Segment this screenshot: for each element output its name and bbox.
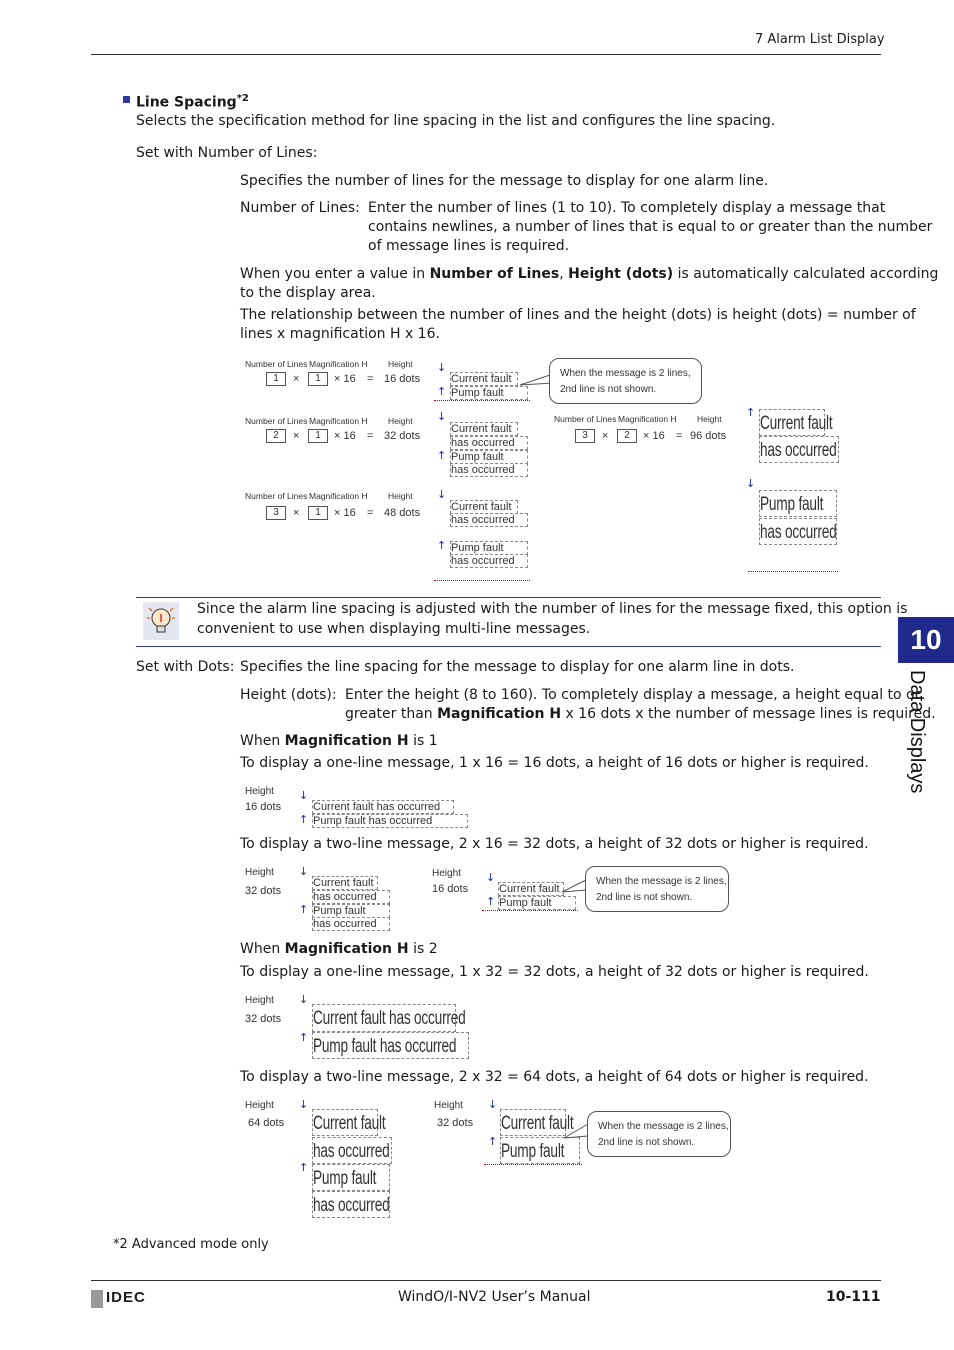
height-value: 96 dots [690, 430, 727, 442]
message-line-large: has occurred [312, 1191, 390, 1218]
bullet-square [123, 96, 130, 103]
message-line-large: Current fault [500, 1109, 566, 1136]
when-mag-2: When Magnification H is 2 [240, 941, 438, 957]
equals: = [367, 430, 374, 442]
lightbulb-icon [143, 602, 179, 640]
arrow-up-icon: ↑ [299, 903, 309, 916]
times-sign: × [293, 507, 300, 519]
lines-field-desc-2: contains newlines, a number of lines that is equal to or greater than the number [368, 219, 933, 235]
label-height: Height [388, 491, 413, 501]
when-mag-1: When Magnification H is 1 [240, 733, 438, 749]
label-height: Height [432, 868, 461, 879]
arrow-up-icon: ↑ [299, 1031, 309, 1044]
mag1-two-line: To display a two-line message, 2 x 16 = 32 dots, a height of 32 dots or higher is required. [240, 836, 869, 852]
height-value: 32 dots [245, 1013, 282, 1025]
label-mag-h: Magnification H [309, 359, 368, 369]
label-num-lines: Number of Lines [245, 359, 308, 369]
label-height: Height [388, 416, 413, 426]
callout-bubble: When the message is 2 lines, 2nd line is not shown. [585, 866, 729, 912]
arrow-down-icon: ↓ [299, 865, 309, 878]
message-line-large: Pump fault [759, 490, 837, 517]
message-line-large: Current fault [759, 409, 825, 436]
arrow-up-icon: ↑ [299, 1161, 309, 1174]
mag-h-box: 1 [308, 429, 328, 443]
section-title: Line Spacing$^{*2}$ [136, 93, 249, 111]
hint-bottom-rule [136, 646, 881, 647]
message-line: has occurred [450, 463, 528, 477]
line-bottom [484, 1164, 582, 1165]
label-height: Height [388, 359, 413, 369]
arrow-down-icon: ↓ [299, 1098, 309, 1111]
num-lines-box: 3 [266, 506, 286, 520]
label-num-lines: Number of Lines [245, 416, 308, 426]
height-value: 32 dots [384, 430, 421, 442]
mag1-one-line: To display a one-line message, 1 x 16 = 16 dots, a height of 16 dots or higher is required. [240, 755, 869, 771]
arrow-down-icon: ↓ [299, 993, 309, 1006]
hint-top-rule [136, 597, 881, 598]
message-line: has occurred [450, 436, 528, 450]
message-line: has occurred [450, 554, 528, 568]
label-height: Height [434, 1100, 463, 1111]
dots-method-desc: Specifies the line spacing for the message to display for one alarm line in dots. [240, 659, 795, 675]
chapter-label: Data Displays [906, 670, 928, 794]
arrow-down-icon: ↓ [437, 488, 447, 501]
height-value: 16 dots [384, 373, 421, 385]
message-line-large: has occurred [759, 518, 837, 545]
page-number: 10-111 [826, 1289, 881, 1305]
times-sign: × [602, 430, 609, 442]
dots-method-label: Set with Dots: [136, 659, 235, 675]
calc-text-2: to the display area. [240, 285, 376, 301]
arrow-down-icon: ↓ [299, 789, 309, 802]
message-line: Current fault [450, 372, 518, 386]
line-bottom [748, 571, 838, 572]
message-line: Current fault [312, 876, 378, 890]
equals: = [367, 373, 374, 385]
lines-method-desc: Specifies the number of lines for the message to display for one alarm line. [240, 173, 769, 189]
arrow-up-icon: ↑ [437, 539, 447, 552]
intro-text: Selects the specification method for line spacing in the list and configures the line spacing. [136, 113, 776, 129]
message-line: has occurred [312, 917, 390, 931]
message-line: Pump fault [450, 386, 528, 400]
label-height: Height [245, 867, 274, 878]
num-lines-box: 1 [266, 372, 286, 386]
calc-text: When you enter a value in Number of Lines, Height (dots) is automatically calculated according [240, 266, 939, 282]
mag2-one-line: To display a one-line message, 1 x 32 = 32 dots, a height of 32 dots or higher is required. [240, 964, 869, 980]
message-line-large: Current fault has occurred [312, 1004, 456, 1032]
lines-field-label: Number of Lines: [240, 200, 360, 216]
height-value: 48 dots [384, 507, 421, 519]
dots-field-desc-1: Enter the height (8 to 160). To completely display a message, a height equal to or [345, 687, 921, 703]
message-line: Current fault has occurred [312, 800, 454, 814]
arrow-up-icon: ↑ [299, 813, 309, 826]
lines-field-desc-3: of message lines is required. [368, 238, 570, 254]
arrow-up-icon: ↑ [486, 895, 496, 908]
equals: = [367, 507, 374, 519]
arrow-down-icon: ↓ [437, 361, 447, 374]
message-line-large: Pump fault [500, 1137, 580, 1164]
label-height: Height [245, 995, 274, 1006]
idec-logo-mark [91, 1290, 103, 1308]
x16: × 16 [334, 373, 356, 385]
message-line: has occurred [312, 890, 390, 904]
x16: × 16 [334, 507, 356, 519]
label-mag-h: Magnification H [618, 414, 677, 424]
manual-title: WindO/I-NV2 User’s Manual [398, 1289, 591, 1305]
label-num-lines: Number of Lines [245, 491, 308, 501]
mag-h-box: 1 [308, 506, 328, 520]
mag-h-box: 2 [617, 429, 637, 443]
idec-logo: IDEC [106, 1289, 146, 1306]
header-rule [91, 54, 881, 55]
height-value: 32 dots [245, 885, 282, 897]
message-line: Pump fault [450, 450, 528, 464]
callout-bubble: When the message is 2 lines, 2nd line is not shown. [587, 1111, 731, 1157]
message-line: Pump fault [450, 541, 528, 555]
message-line-large: has occurred [759, 436, 839, 463]
message-line: Current fault [498, 882, 564, 896]
mag2-two-line: To display a two-line message, 2 x 32 = 64 dots, a height of 64 dots or higher is required. [240, 1069, 869, 1085]
lines-method-label: Set with Number of Lines: [136, 145, 318, 161]
message-line: Pump fault [498, 896, 576, 910]
arrow-up-icon: ↑ [437, 449, 447, 462]
times-sign: × [293, 373, 300, 385]
message-line-large: Current fault [312, 1109, 378, 1136]
message-line: Current fault [450, 422, 518, 436]
dots-field-label: Height (dots): [240, 687, 337, 703]
hint-text-2: convenient to use when displaying multi-line messages. [197, 621, 591, 637]
num-lines-box: 3 [575, 429, 595, 443]
label-num-lines: Number of Lines [554, 414, 617, 424]
relation-text-2: lines x magnification H x 16. [240, 326, 440, 342]
line-bottom [434, 580, 530, 581]
message-line-large: has occurred [312, 1137, 392, 1164]
message-line: Pump fault has occurred [312, 814, 468, 828]
arrow-up-icon: ↑ [437, 385, 447, 398]
label-height: Height [245, 786, 274, 797]
callout-bubble: When the message is 2 lines, 2nd line is not shown. [549, 358, 702, 404]
arrow-down-icon: ↓ [488, 1098, 498, 1111]
message-line: Current fault [450, 500, 518, 514]
x16: × 16 [643, 430, 665, 442]
footnote: *2 Advanced mode only [113, 1237, 269, 1252]
header-section: 7 Alarm List Display [755, 32, 885, 47]
height-value: 64 dots [248, 1117, 285, 1129]
footer-rule [91, 1280, 881, 1281]
x16: × 16 [334, 430, 356, 442]
arrow-down-icon: ↓ [437, 410, 447, 423]
lines-field-desc-1: Enter the number of lines (1 to 10). To completely display a message that [368, 200, 886, 216]
label-height: Height [245, 1100, 274, 1111]
height-value: 16 dots [432, 883, 469, 895]
height-value: 16 dots [245, 801, 282, 813]
height-value: 32 dots [437, 1117, 474, 1129]
arrow-down-icon: ↓ [746, 477, 756, 490]
message-line: Pump fault [312, 904, 390, 918]
message-line: has occurred [450, 513, 528, 527]
line-bottom [482, 910, 578, 911]
label-mag-h: Magnification H [309, 416, 368, 426]
num-lines-box: 2 [266, 429, 286, 443]
times-sign: × [293, 430, 300, 442]
hint-text-1: Since the alarm line spacing is adjusted with the number of lines for the message fixed, this option is [197, 601, 908, 617]
dots-field-desc-2: greater than Magnification H x 16 dots x the number of message lines is required. [345, 706, 936, 722]
equals: = [676, 430, 683, 442]
message-line-large: Pump fault [312, 1164, 390, 1191]
arrow-up-icon: ↑ [488, 1135, 498, 1148]
mag-h-box: 1 [308, 372, 328, 386]
arrow-down-icon: ↓ [486, 871, 496, 884]
message-line-large: Pump fault has occurred [312, 1032, 469, 1059]
chapter-tab: 10 [898, 617, 954, 663]
label-height: Height [697, 414, 722, 424]
label-mag-h: Magnification H [309, 491, 368, 501]
relation-text-1: The relationship between the number of lines and the height (dots) is height (dots) = number of [240, 307, 916, 323]
arrow-up-icon: ↑ [746, 406, 756, 419]
